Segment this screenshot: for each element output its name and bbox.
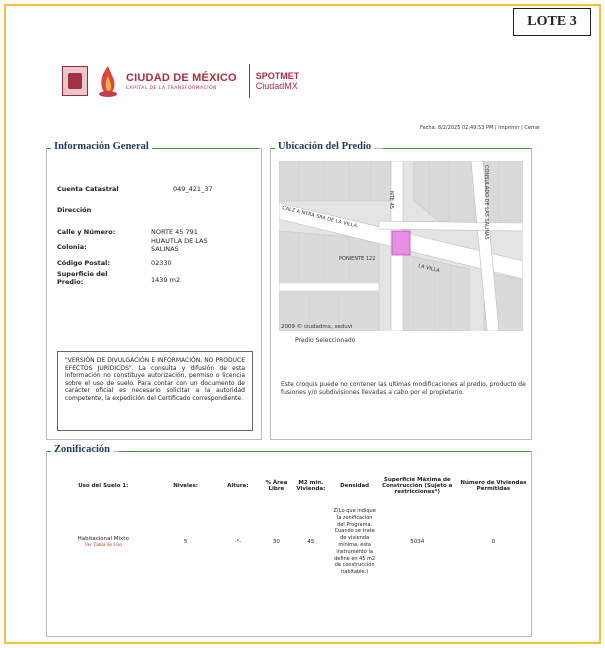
cell-m2-min: 45 [307,538,315,545]
colonia-label: Colonia: [57,243,87,251]
calle-value: NORTE 45 791 [151,228,198,236]
location-map[interactable] [279,161,523,331]
col-superficie: Superficie Máxima de Construcción (Sujeto a restricciones*) [382,477,453,495]
cdmx-title: CIUDAD DE MÉXICO [126,71,237,84]
street-label-calzada: CALZ A NTRA SRA DE LA VILLA [281,205,358,230]
cell-altura: -*- [234,538,242,545]
lote-label: LOTE 3 [513,8,591,36]
zonificacion-legend: Zonificación [51,444,113,455]
street-label-consulado: CONSULADO DE LAS SALINAS [483,165,489,240]
col-m2-min: M2 min. Vivienda: [296,480,326,492]
cuenta-value: 049_421_37 [173,185,213,193]
legend-rule [383,148,531,149]
street-label-poniente: PONIENTE 122 [339,256,376,262]
ubicacion-legend: Ubicación del Predio [275,141,374,152]
uso-value: Habitacional Mixto [77,535,129,542]
legend-rule [119,451,531,452]
colonia-value: HUAUTLA DE LAS SALINAS [151,237,208,253]
cuenta-label: Cuenta Catastral [57,185,119,193]
disclaimer-box: "VERSIÓN DE DIVULGACIÓN E INFORMACIÓN, NO PRODUCE EFECTOS JURÍDICOS". La consulta y difusión de esta información no constituye autorización, permiso o licencia sobre el uso de suelo. Para contar con un documento de carácter oficial es necesario solicitar a la autoridad competente, la expedición del Certificado correspondiente. [57,351,253,431]
predio-marker [392,231,410,255]
spotmet-label: SPOTMET [255,71,300,81]
col-niveles: Niveles: [173,483,199,489]
street-label-villa: LA VILLA [417,263,441,275]
ciudadmx-label: CiudadMX [255,81,298,91]
fecha-text: Fecha: 8/2/2025 02:49:53 PM [420,125,494,131]
top-info-bar: Fecha: 8/2/2025 02:49:53 PM | Imprimir | Cerrar [420,125,541,131]
col-area-libre: % Área Libre [265,480,288,492]
col-viviendas: Número de Viviendas Permitidas [460,480,527,492]
spotmet-wordmark [256,71,300,91]
ubicacion-panel [270,141,532,440]
zonificacion-table [49,464,531,576]
map-note: Este croquis puede no contener las ultimas modificaciones al predio, producto de fusiones y/o subdivisiones llevadas a cabo por el propietario. [281,381,526,396]
zonificacion-panel [46,444,532,637]
header-logos [62,62,299,100]
table-header-row [49,464,531,508]
cell-viviendas: 0 [491,538,496,545]
legend-rule [151,148,259,149]
info-general-legend: Información General [51,141,152,152]
cell-superficie: 5034 [410,538,425,545]
cp-value: 02330 [151,259,172,267]
cdmx-subtitle: CAPITAL DE LA TRANSFORMACIÓN [126,85,218,91]
calle-label: Calle y Número: [57,228,116,236]
header-divider [249,64,250,98]
col-uso: Uso del Suelo 1: [78,483,129,489]
map-copyright: 2009 © ciudadmx, seduvi [281,324,353,330]
cerrar-link[interactable]: Cerrar [524,125,541,131]
cell-uso [49,508,158,576]
info-general-panel [46,141,262,440]
ver-tabla-link[interactable]: Ver Tabla de Uso [84,541,123,548]
street-label-nte45: NTE 45 [388,191,394,209]
superficie-label: Superficie del Predio: [57,270,108,286]
cdmx-seal-icon [62,66,88,96]
cp-label: Código Postal: [57,259,110,267]
cdmx-flame-icon [96,64,120,98]
imprimir-link[interactable]: Imprimir [498,125,520,131]
col-densidad: Densidad [340,483,370,489]
cell-niveles: 5 [183,538,188,545]
col-altura: Altura: [227,483,249,489]
cdmx-wordmark [126,72,237,91]
superficie-value: 1439 m2 [151,276,181,284]
table-row [49,508,531,576]
direccion-label: Dirección [57,206,92,214]
predio-seleccionado-label: Predio Seleccionado [295,337,356,344]
cell-area-libre: 30 [272,538,280,545]
cell-densidad: Z(Lo que indique la zonificación del Programa. Cuando se trate de vivienda mínima, esta instrumento la define en 45 m2 de construcción habitable.) [333,508,376,576]
